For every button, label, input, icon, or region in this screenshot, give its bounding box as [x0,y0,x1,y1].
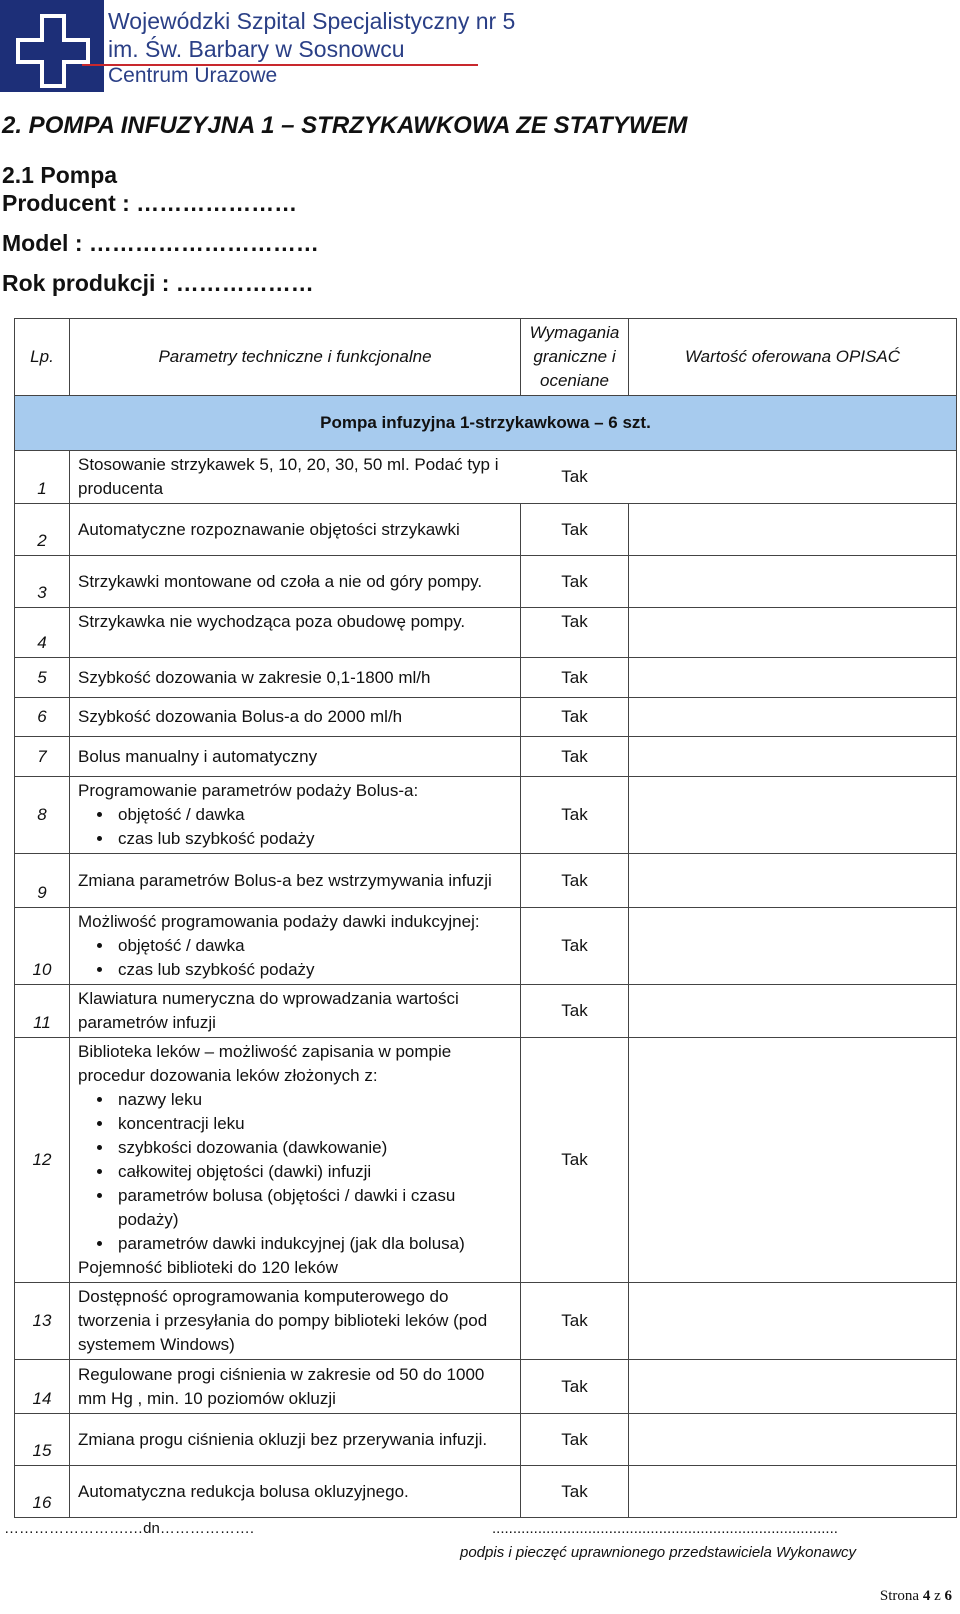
row-number: 14 [15,1360,70,1414]
table-row [15,556,957,608]
org-name-line3: Centrum Urazowe [108,64,278,87]
table-row [15,1360,957,1414]
bullet-list [78,803,512,851]
table-row [15,608,957,658]
row-param: Szybkość dozowania Bolus-a do 2000 ml/h [70,698,521,737]
row-offer-cell[interactable] [629,1038,957,1283]
table-row [15,1283,957,1360]
row-param: Stosowanie strzykawek 5, 10, 20, 30, 50 ml. Podać typ i producenta [70,451,521,504]
row-param: Regulowane progi ciśnienia w zakresie od 50 do 1000 mm Hg , min. 10 poziomów okluzji [70,1360,521,1414]
row-number: 9 [15,854,70,908]
row-offer-cell[interactable] [629,985,957,1038]
bullet-item: • objętość / dawka [114,934,512,958]
row-number: 15 [15,1414,70,1466]
row-req: Tak [521,777,629,854]
row-number: 2 [15,504,70,556]
row-req: Tak [521,908,629,985]
table-row [15,777,957,854]
bullet-item: • czas lub szybkość podaży [114,827,512,851]
row-req: Tak [521,608,629,658]
org-name-line2: im. Św. Barbary w Sosnowcu [108,36,405,62]
row-offer-cell[interactable] [629,504,957,556]
row-req: Tak [521,451,629,504]
row-offer-cell[interactable] [629,698,957,737]
row-param: Szybkość dozowania w zakresie 0,1-1800 ml/h [70,658,521,698]
table-row [15,504,957,556]
model-field: Model : ………………………… [2,230,319,256]
bullet-item: • koncentracji leku [114,1112,512,1136]
row-offer-cell[interactable] [629,1466,957,1518]
row-req: Tak [521,504,629,556]
row-number: 16 [15,1466,70,1518]
row-param-text: Biblioteka leków – możliwość zapisania w pompie procedur dozowania leków złożonych z: [78,1042,452,1085]
table-row [15,985,957,1038]
table-row [15,737,957,777]
spec-table [14,318,957,1518]
table-row [15,451,957,504]
row-param [70,1038,521,1283]
section-title: 2. POMPA INFUZYJNA 1 – STRZYKAWKOWA ZE STATYWEM [2,112,688,139]
hospital-cross-icon [0,0,104,92]
page-sep: z [934,1588,941,1604]
row-param: Bolus manualny i automatyczny [70,737,521,777]
row-req: Tak [521,854,629,908]
row-offer-cell[interactable] [629,658,957,698]
row-req: Tak [521,1283,629,1360]
bullet-list [78,1088,512,1256]
row-param: Klawiatura numeryczna do wprowadzania wartości parametrów infuzji [70,985,521,1038]
row-offer-cell[interactable] [629,777,957,854]
col-header-lp: Lp. [15,319,70,396]
row-param: Zmiana parametrów Bolus-a bez wstrzymywania infuzji [70,854,521,908]
row-req: Tak [521,1360,629,1414]
bullet-item: • szybkości dozowania (dawkowanie) [114,1136,512,1160]
row-number: 7 [15,737,70,777]
page-current: 4 [922,1588,931,1604]
row-offer-cell[interactable] [629,1283,957,1360]
page-number [880,1588,952,1605]
row-number: 8 [15,777,70,854]
row-req: Tak [521,658,629,698]
row-offer-cell[interactable] [629,854,957,908]
row-number: 5 [15,658,70,698]
row-offer-cell[interactable] [629,608,957,658]
row-param: Zmiana progu ciśnienia okluzji bez przerywania infuzji. [70,1414,521,1466]
row-req: Tak [521,737,629,777]
row-number: 13 [15,1283,70,1360]
row-param: Dostępność oprogramowania komputerowego do tworzenia i przesyłania do pompy biblioteki leków (pod systemem Windows) [70,1283,521,1360]
row-param: Strzykawka nie wychodząca poza obudowę pompy. [70,608,521,658]
bullet-list [78,934,512,982]
bullet-item: • całkowitej objętości (dawki) infuzji [114,1160,512,1184]
bullet-item: • parametrów bolusa (objętości / dawki i czasu podaży) [114,1184,512,1232]
row-offer-cell[interactable] [629,451,957,504]
signature-caption: podpis i pieczęć uprawnionego przedstawiciela Wykonawcy [460,1544,857,1561]
row-req: Tak [521,698,629,737]
row-req: Tak [521,1038,629,1283]
row-param [70,908,521,985]
row-offer-cell[interactable] [629,1360,957,1414]
year-field: Rok produkcji : ……………… [2,270,314,296]
table-row [15,908,957,985]
date-place-line: …………………….…dn………………. [4,1520,255,1537]
signature-line: ................................................................................... [492,1520,838,1537]
producer-field: Producent : ………………… [2,190,298,216]
row-req: Tak [521,1466,629,1518]
page-total: 6 [944,1588,952,1604]
bullet-item: • parametrów dawki indukcyjnej (jak dla bolusa) [114,1232,512,1256]
col-header-param: Parametry techniczne i funkcjonalne [70,319,521,396]
row-number: 1 [15,451,70,504]
table-header-row [15,319,957,396]
row-param: Automatyczna redukcja bolusa okluzyjnego. [70,1466,521,1518]
col-header-val: Wartość oferowana OPISAĆ [629,319,957,396]
row-param-text: Programowanie parametrów podaży Bolus-a: [78,781,419,800]
table-row [15,658,957,698]
table-banner-row [15,396,957,451]
bullet-item: • czas lub szybkość podaży [114,958,512,982]
row-param: Strzykawki montowane od czoła a nie od góry pompy. [70,556,521,608]
table-row [15,1466,957,1518]
bullet-item: • objętość / dawka [114,803,512,827]
row-param-text: Możliwość programowania podaży dawki indukcyjnej: [78,912,480,931]
row-number: 11 [15,985,70,1038]
row-offer-cell[interactable] [629,737,957,777]
row-number: 12 [15,1038,70,1283]
bullet-item: • nazwy leku [114,1088,512,1112]
row-param-tail: Pojemność biblioteki do 120 leków [78,1258,338,1277]
row-req: Tak [521,985,629,1038]
table-row [15,698,957,737]
row-offer-cell[interactable] [629,1414,957,1466]
row-param: Automatyczne rozpoznawanie objętości strzykawki [70,504,521,556]
table-row [15,854,957,908]
row-number: 6 [15,698,70,737]
table-row [15,1414,957,1466]
page-prefix: Strona [879,1588,920,1604]
table-banner: Pompa infuzyjna 1-strzykawkowa – 6 szt. [15,396,957,451]
subsection-title: 2.1 Pompa [2,162,118,188]
row-req: Tak [521,1414,629,1466]
row-offer-cell[interactable] [629,908,957,985]
row-number: 3 [15,556,70,608]
row-param [70,777,521,854]
row-number: 4 [15,608,70,658]
table-row [15,1038,957,1283]
row-number: 10 [15,908,70,985]
row-req: Tak [521,556,629,608]
row-offer-cell[interactable] [629,556,957,608]
org-name-line1: Wojewódzki Szpital Specjalistyczny nr 5 [108,8,516,34]
col-header-req: Wymagania graniczne i oceniane [521,319,629,396]
